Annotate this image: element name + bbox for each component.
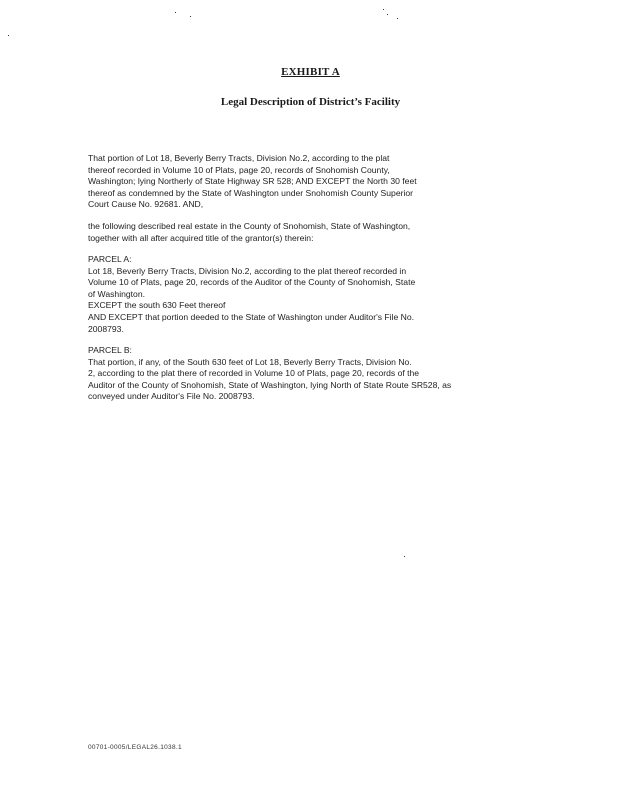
- text-line: EXCEPT the south 630 Feet thereof: [88, 300, 226, 311]
- scan-speck: [383, 9, 384, 10]
- text-line: Washington; lying Northerly of State Highway SR 528; AND EXCEPT the North 30 feet: [88, 176, 417, 187]
- text-line: together with all after acquired title of the grantor(s) therein:: [88, 232, 314, 243]
- scan-speck: [387, 14, 388, 15]
- text-line: 2008793.: [88, 323, 124, 334]
- paragraph-1: [88, 153, 478, 211]
- text-line: thereof as condemned by the State of Washington under Snohomish County Superior: [88, 187, 414, 198]
- text-line: That portion of Lot 18, Beverly Berry Tracts, Division No.2, according to the plat: [88, 153, 390, 163]
- parcel-b-heading: PARCEL B:: [88, 345, 132, 355]
- parcel-b: [88, 345, 478, 403]
- document-title: EXHIBIT A: [281, 66, 340, 78]
- text-line: the following described real estate in the County of Snohomish, State of Washington,: [88, 221, 411, 231]
- text-line: That portion, if any, of the South 630 feet of Lot 18, Beverly Berry Tracts, Division No.: [88, 356, 412, 367]
- text-line: conveyed under Auditor's File No. 2008793.: [88, 391, 255, 402]
- paragraph-2: [88, 221, 478, 244]
- scan-speck: [397, 18, 398, 19]
- scan-speck: [175, 12, 176, 13]
- scan-speck: [404, 556, 405, 557]
- text-line: Lot 18, Beverly Berry Tracts, Division No.2, according to the plat thereof recorded in: [88, 265, 407, 276]
- text-line: 2, according to the plat there of recorded in Volume 10 of Plats, page 20, records of the: [88, 368, 420, 379]
- text-line: Auditor of the County of Snohomish, State of Washington, lying North of State Route SR528, as: [88, 379, 452, 390]
- scan-speck: [190, 16, 191, 17]
- text-line: Court Cause No. 92681. AND,: [88, 199, 204, 210]
- text-line: AND EXCEPT that portion deeded to the State of Washington under Auditor's File No.: [88, 311, 414, 322]
- document-subtitle: Legal Description of District’s Facility: [220, 96, 401, 108]
- text-line: Volume 10 of Plats, page 20, records of the Auditor of the County of Snohomish, State: [88, 277, 416, 288]
- scan-speck: [8, 35, 9, 36]
- parcel-a-heading: PARCEL A:: [88, 254, 132, 264]
- document-footer-id: 00701-0005/LEGAL26.1038.1: [88, 744, 182, 751]
- parcel-a: [88, 254, 478, 335]
- text-line: of Washington.: [88, 288, 146, 299]
- text-line: thereof recorded in Volume 10 of Plats, page 20, records of Snohomish County,: [88, 164, 390, 175]
